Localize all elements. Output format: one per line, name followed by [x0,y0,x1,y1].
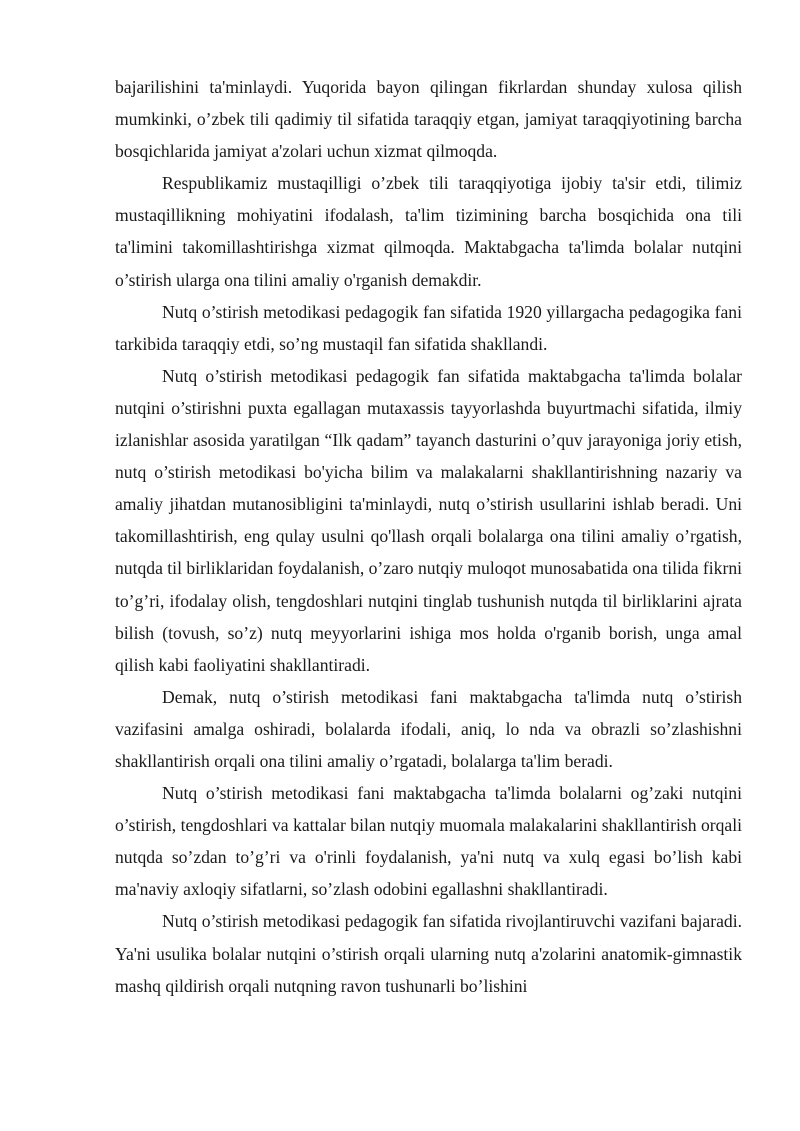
paragraph-continuation: bajarilishini ta'minlaydi. Yuqorida bayon qilingan fikrlardan shunday xulosa qilish mumkinki, o’zbek tili qadimiy til sifatida taraqqiy etgan, jamiyat taraqqiyotining barcha bosqichlarida jamiyat a'zolari uchun xizmat qilmoqda. [115,77,742,162]
paragraph: Demak, nutq o’stirish metodikasi fani maktabgacha ta'limda nutq o’stirish vazifasini amalga oshiradi, bolalarda ifodali, aniq, lo nda va obrazli so’zlashishni shakllantirish orqali ona tilini amaliy o’rgatadi, bolalarga ta'lim beradi. [115,686,742,771]
paragraph: Nutq o’stirish metodikasi pedagogik fan sifatida maktabgacha ta'limda bolalar nutqini o’stirishni puxta egallagan mutaxassis tayyorlashda buyurtmachi sifatida, ilmiy izlanishlar asosida yaratilgan “Ilk qadam” tayanch dasturini o’quv jarayoniga joriy etish, nutq o’stirish metodikasi bo'yicha bilim va malakalarni shakllantirishning nazariy va amaliy jihatdan mutanosibligini ta'minlaydi, nutq o’stirish usullarini ishlab beradi. Uni takomillashtirish, eng qulay usulni qo'llash orqali bolalarga ona tilini amaliy o’rgatish, nutqda til birliklaridan foydalanish, o’zaro nutqiy muloqot munosabatida ona tilida fikrni to’g’ri, ifodalay olish, tengdoshlari nutqini tinglab tushunish nutqda til birliklarini ajrata bilish (tovush, so’z) nutq meyyorlarini ishiga mos holda o'rganib borish, unga amal qilish kabi faoliyatini shakllantiradi. [115,365,742,675]
body-text [115,71,742,1002]
paragraph: Nutq o’stirish metodikasi fani maktabgacha ta'limda bolalarni og’zaki nutqini o’stirish, tengdoshlari va kattalar bilan nutqiy muomala malakalarini shakllantirish orqali nutqda so’zdan to’g’ri va o'rinli foydalanish, ya'ni nutq va xulq egasi bo’lish kabi ma'naviy axloqiy sifatlarni, so’zlash odobini egallashni shakllantiradi. [115,783,742,900]
paragraph: Nutq o’stirish metodikasi pedagogik fan sifatida rivojlantiruvchi vazifani bajaradi. Ya'ni usulika bolalar nutqini o’stirish orqali ularning nutq a'zolarini anatomik-gimnastik mashq qildirish orqali nutqning ravon tushunarli bo’lishini [115,911,742,996]
paragraph: Respublikamiz mustaqilligi o’zbek tili taraqqiyotiga ijobiy ta'sir etdi, tilimiz mustaqillikning mohiyatini ifodalash, ta'lim tizimining barcha bosqichida ona tili ta'limini takomillashtirishga xizmat qilmoqda. Maktabgacha ta'limda bolalar nutqini o’stirish ularga ona tilini amaliy o'rganish demakdir. [115,173,742,290]
paragraph: Nutq o’stirish metodikasi pedagogik fan sifatida 1920 yillargacha pedagogika fani tarkibida taraqqiy etdi, so’ng mustaqil fan sifatida shakllandi. [115,301,742,354]
